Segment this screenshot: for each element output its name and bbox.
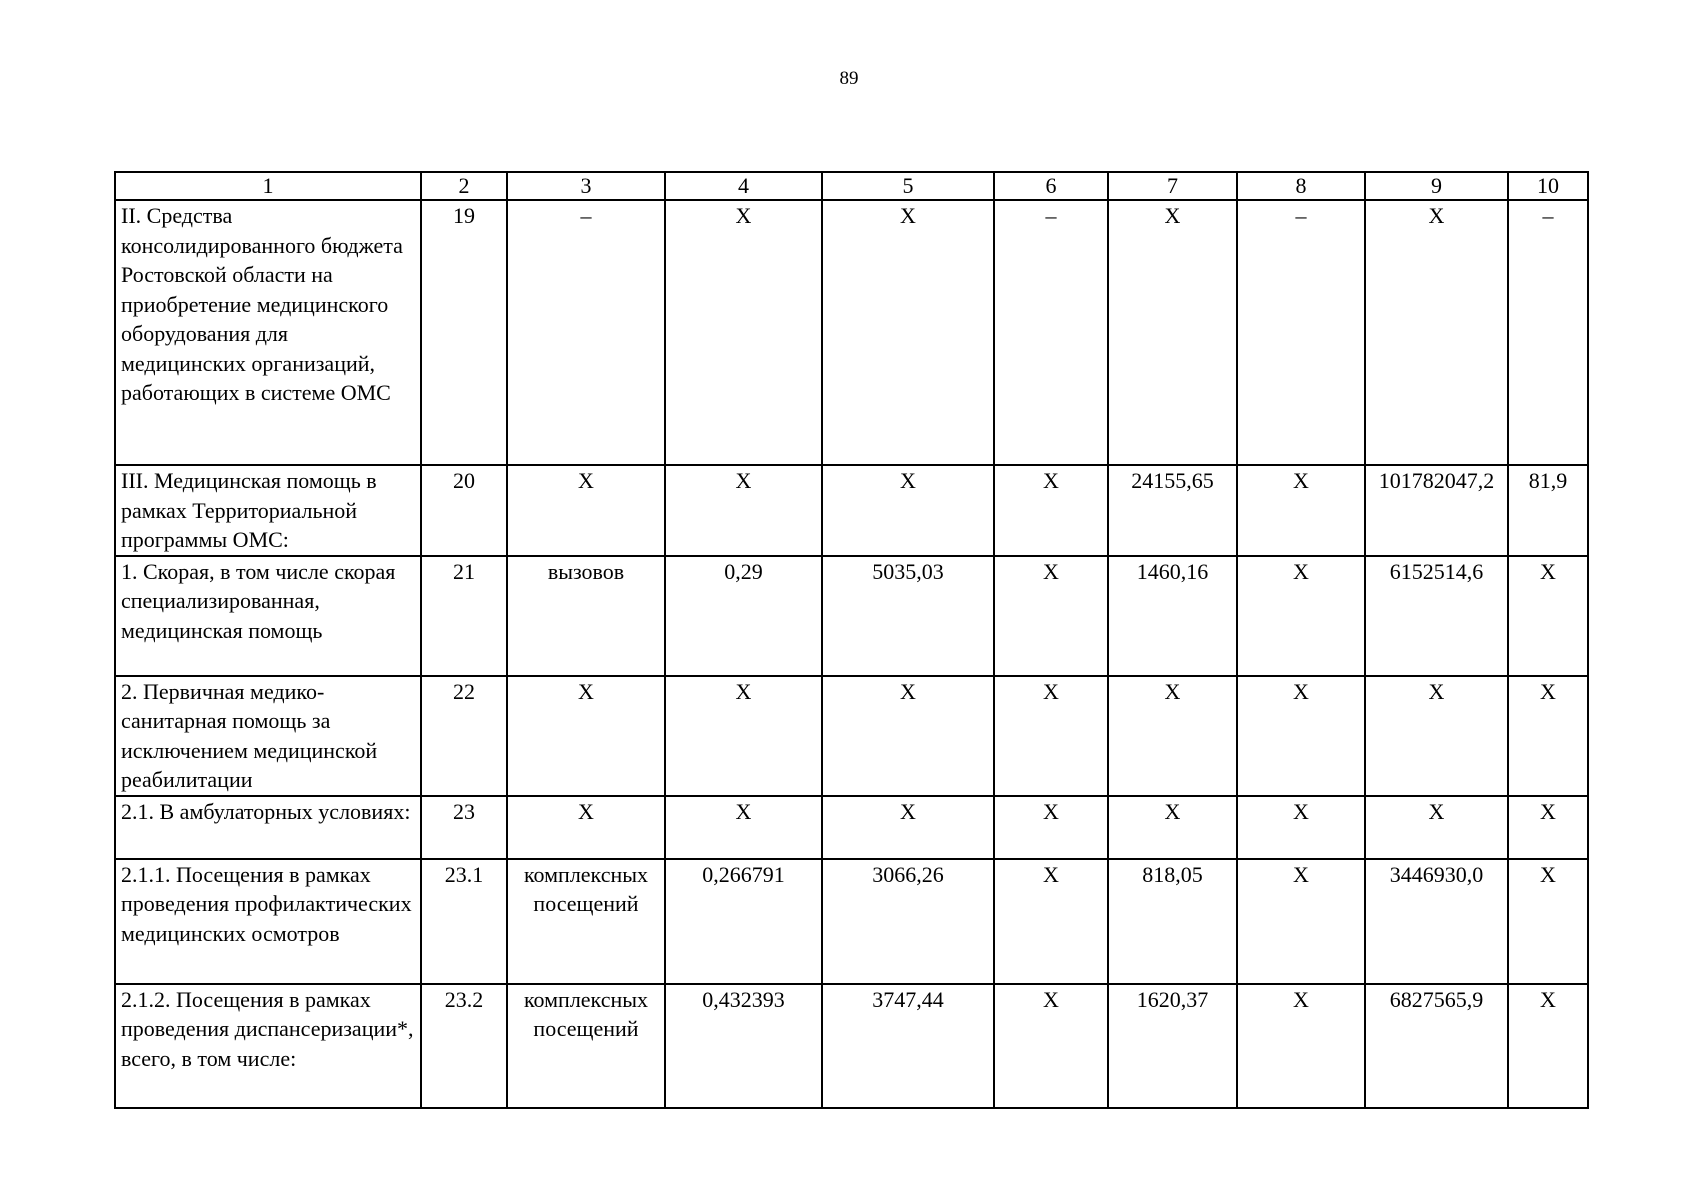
value-cell: Х (665, 465, 822, 556)
column-header: 7 (1108, 172, 1237, 200)
table-row (115, 676, 1588, 796)
value-cell: 3446930,0 (1365, 859, 1508, 984)
row-name-cell: III. Медицинская помощь в рамках Территориальной программы ОМС: (115, 465, 421, 556)
value-cell: 5035,03 (822, 556, 994, 676)
row-code-cell: 23 (421, 796, 507, 859)
column-header: 2 (421, 172, 507, 200)
value-cell: Х (1508, 984, 1588, 1108)
value-cell: Х (1365, 676, 1508, 796)
row-name-cell: 2.1.1. Посещения в рамках проведения профилактических медицинских осмотров (115, 859, 421, 984)
row-name-cell: 2.1.2. Посещения в рамках проведения диспансеризации*, всего, в том числе: (115, 984, 421, 1108)
row-name-cell: 1. Скорая, в том числе скорая специализированная, медицинская помощь (115, 556, 421, 676)
value-cell: Х (1237, 796, 1365, 859)
value-cell: 0,266791 (665, 859, 822, 984)
value-cell: Х (1237, 465, 1365, 556)
value-cell: 818,05 (1108, 859, 1237, 984)
value-cell: Х (994, 984, 1108, 1108)
value-cell: 24155,65 (1108, 465, 1237, 556)
value-cell: Х (994, 859, 1108, 984)
value-cell: Х (994, 465, 1108, 556)
row-code-cell: 23.1 (421, 859, 507, 984)
unit-cell: Х (507, 465, 665, 556)
table-row (115, 859, 1588, 984)
value-cell: – (994, 200, 1108, 465)
value-cell: Х (665, 200, 822, 465)
value-cell: Х (994, 676, 1108, 796)
value-cell: Х (1508, 796, 1588, 859)
value-cell: Х (822, 796, 994, 859)
unit-cell: – (507, 200, 665, 465)
value-cell: Х (1237, 556, 1365, 676)
value-cell: Х (1237, 984, 1365, 1108)
value-cell: 6152514,6 (1365, 556, 1508, 676)
row-code-cell: 20 (421, 465, 507, 556)
table-row (115, 796, 1588, 859)
value-cell: 0,29 (665, 556, 822, 676)
value-cell: Х (822, 465, 994, 556)
value-cell: Х (1108, 676, 1237, 796)
value-cell: Х (1508, 556, 1588, 676)
value-cell: 0,432393 (665, 984, 822, 1108)
value-cell: Х (994, 556, 1108, 676)
value-cell: – (1508, 200, 1588, 465)
unit-cell: комплексных посещений (507, 984, 665, 1108)
value-cell: Х (1108, 796, 1237, 859)
value-cell: Х (1237, 859, 1365, 984)
table-row (115, 984, 1588, 1108)
value-cell: 101782047,2 (1365, 465, 1508, 556)
value-cell: Х (822, 200, 994, 465)
column-header: 8 (1237, 172, 1365, 200)
column-header: 9 (1365, 172, 1508, 200)
column-header: 10 (1508, 172, 1588, 200)
row-name-cell: II. Средства консолидированного бюджета Ростовской области на приобретение медицинского оборудования для медицинских организаций, работающих в системе ОМС (115, 200, 421, 465)
column-header: 6 (994, 172, 1108, 200)
data-table (114, 171, 1589, 1109)
table-row (115, 556, 1588, 676)
value-cell: Х (1365, 796, 1508, 859)
header-row (115, 172, 1588, 200)
value-cell: 81,9 (1508, 465, 1588, 556)
value-cell: Х (665, 796, 822, 859)
value-cell: Х (1108, 200, 1237, 465)
column-header: 5 (822, 172, 994, 200)
table-row (115, 200, 1588, 465)
row-code-cell: 21 (421, 556, 507, 676)
value-cell: Х (822, 676, 994, 796)
value-cell: – (1237, 200, 1365, 465)
value-cell: Х (665, 676, 822, 796)
value-cell: Х (1508, 859, 1588, 984)
value-cell: 3066,26 (822, 859, 994, 984)
value-cell: Х (1508, 676, 1588, 796)
row-name-cell: 2. Первичная медико-санитарная помощь за исключением медицинской реабилитации (115, 676, 421, 796)
row-code-cell: 19 (421, 200, 507, 465)
unit-cell: Х (507, 676, 665, 796)
value-cell: 1620,37 (1108, 984, 1237, 1108)
value-cell: Х (994, 796, 1108, 859)
page-number: 89 (839, 68, 859, 89)
column-header: 4 (665, 172, 822, 200)
value-cell: 6827565,9 (1365, 984, 1508, 1108)
unit-cell: вызовов (507, 556, 665, 676)
row-code-cell: 23.2 (421, 984, 507, 1108)
column-header: 1 (115, 172, 421, 200)
table-row (115, 465, 1588, 556)
row-name-cell: 2.1. В амбулаторных условиях: (115, 796, 421, 859)
row-code-cell: 22 (421, 676, 507, 796)
value-cell: Х (1237, 676, 1365, 796)
column-header: 3 (507, 172, 665, 200)
value-cell: Х (1365, 200, 1508, 465)
unit-cell: комплексных посещений (507, 859, 665, 984)
unit-cell: Х (507, 796, 665, 859)
value-cell: 1460,16 (1108, 556, 1237, 676)
value-cell: 3747,44 (822, 984, 994, 1108)
